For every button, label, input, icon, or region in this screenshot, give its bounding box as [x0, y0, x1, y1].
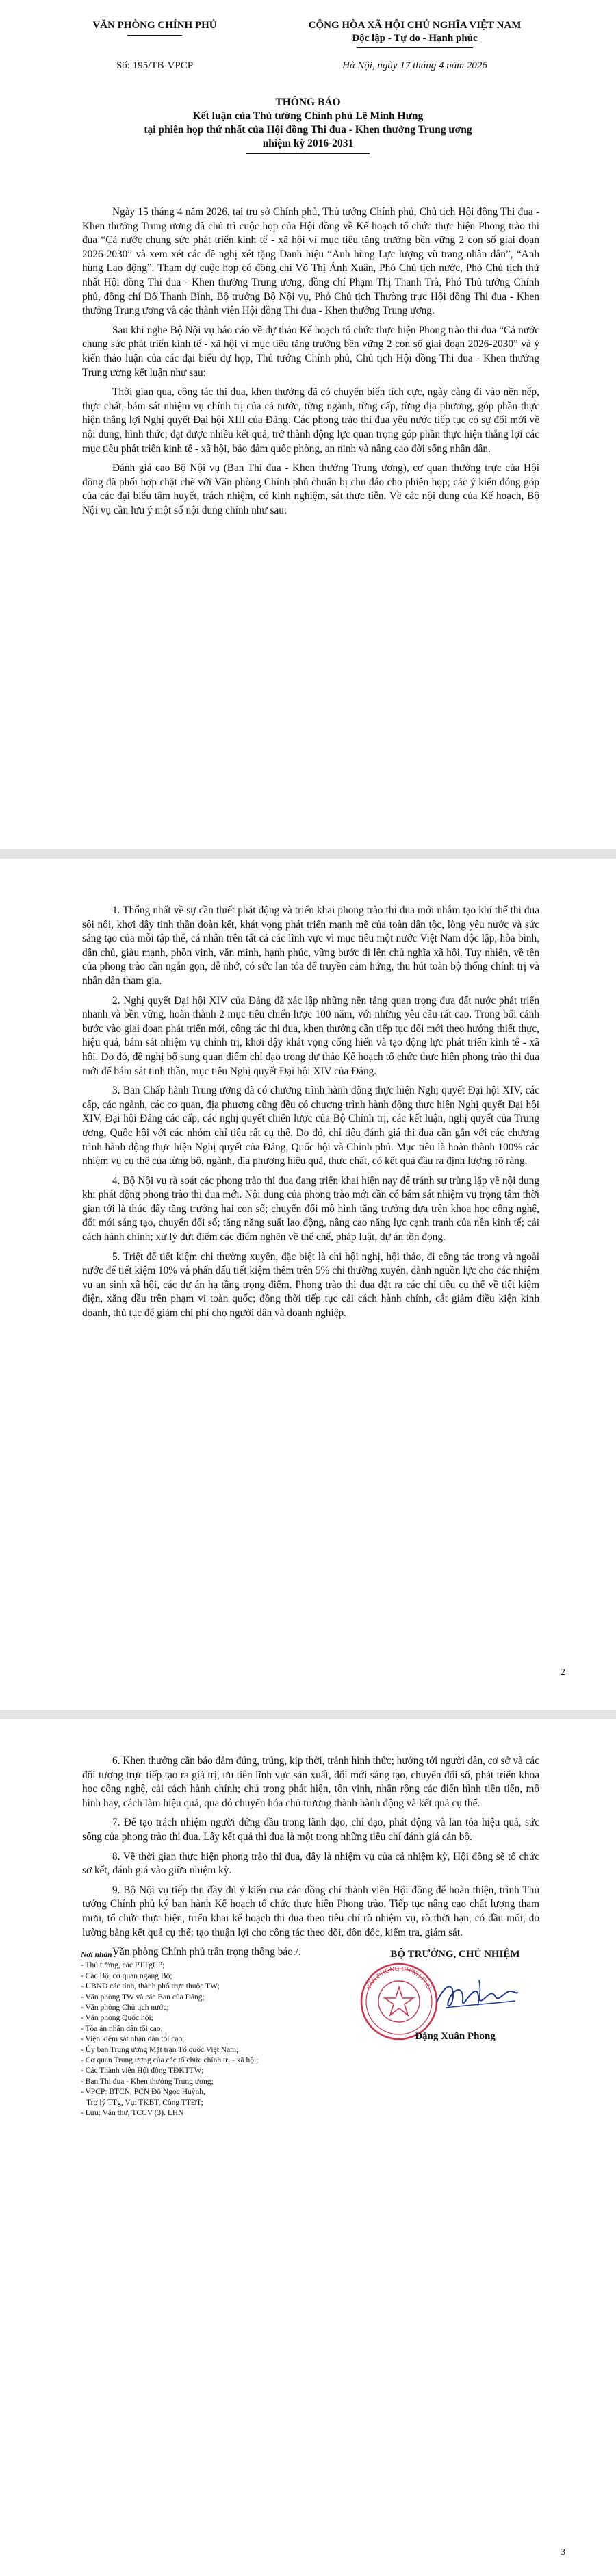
recipient-item: - VPCP: BTCN, PCN Đỗ Ngọc Huỳnh,: [81, 2088, 205, 2097]
paragraph: 8. Về thời gian thực hiện phong trào thi đua, đây là nhiệm vụ của cả nhiệm kỳ, Hội đồng sẽ tổ chức sơ kết, đánh giá vào giữa nhiệm kỳ.: [82, 1850, 539, 1877]
title-line-2: tại phiên họp thứ nhất của Hội đồng Thi đua - Khen thưởng Trung ương: [144, 124, 472, 136]
recipients-block: [81, 1950, 341, 2119]
recipient-item: - Ủy ban Trung ương Mặt trận Tổ quốc Việt Nam;: [81, 2045, 239, 2054]
recipient-item: - Các Bộ, cơ quan ngang Bộ;: [81, 1971, 172, 1980]
paragraph: 1. Thống nhất về sự cần thiết phát động và triển khai phong trào thi đua mới nhằm tạo khí thế thi đua sôi nổi, khơi dậy tinh thần đoàn kết, khát vọng phát triển mạnh mẽ của toàn dân tộc, lòng yêu nước và sức sáng tạo của mỗi tập thể, cá nhân trên tất cả các lĩnh vực vì mục tiêu một nước Việt Nam độc lập, hòa bình, dân chủ, giàu mạnh, phồn vinh, văn minh, hạnh phúc, vững bước đi lên chủ nghĩa xã hội. Tuy nhiên, về tên của phong trào cần ngắn gọn, dễ nhớ, có sức lan tỏa để truyền cảm hứng, thu hút toàn bộ thống chính trị và nhân dân tham gia.: [82, 905, 539, 987]
national-heading-block: [271, 19, 559, 48]
recipient-item: Trợ lý TTg, Vụ: TKBT, Công TTĐT;: [86, 2098, 203, 2107]
signatory-name: Đặng Xuân Phong: [415, 2031, 496, 2042]
recipient-item: - Văn phòng TW và các Ban của Đảng;: [81, 1993, 205, 2002]
document-page-3: [0, 1726, 616, 2576]
handwritten-signature-icon: [433, 1972, 522, 2020]
signatory-title: BỘ TRƯỞNG, CHỦ NHIỆM: [390, 1949, 520, 1960]
national-title: CỘNG HÒA XÃ HỘI CHỦ NGHĨA VIỆT NAM: [308, 20, 522, 31]
recipient-item: - Các Thành viên Hội đồng TĐKTTW;: [81, 2067, 204, 2075]
recipient-item: - Thủ tướng, các PTTgCP;: [81, 1961, 165, 1970]
recipient-item: - Ban Thi đua - Khen thưởng Trung ương;: [81, 2077, 214, 2086]
page-3-body: [82, 1754, 539, 1965]
recipients-list: [81, 1960, 341, 2119]
paragraph: Ngày 15 tháng 4 năm 2026, tại trụ sở Chính phủ, Thủ tướng Chính phủ, Chủ tịch Hội đồng Thi đua - Khen thưởng Trung ương đã chủ trì cuộc họp của Hội đồng về Kế hoạch tổ chức thực hiện Phong trào thi đua “Cả nước chung sức phát triển kinh tế - xã hội vì mục tiêu tăng trưởng bền vững 2 con số giai đoạn 2026-2030” và xem xét các đề nghị xét tặng Danh hiệu “Anh hùng Lực lượng vũ trang nhân dân”, “Anh hùng Lao động”. Tham dự cuộc họp có đồng chí Võ Thị Ánh Xuân, Phó Chủ tịch nước, Phó Chủ tịch thứ nhất Hội đồng Thi đua - Khen thưởng Trung ương, đồng chí Phạm Thị Thanh Trà, Phó Thủ tướng Chính phủ, đồng chí Đỗ Thanh Bình, Bộ trưởng Bộ Nội vụ, Phó Chủ tịch Thường trực Hội đồng Thi đua - Khen thưởng Trung ương và các thành viên Hội đồng Thi đua - Khen thưởng Trung ương.: [82, 206, 539, 317]
title-underline: [246, 153, 370, 154]
recipient-item: - Văn phòng Quốc hội;: [81, 2014, 153, 2023]
document-page-2: [0, 863, 616, 1702]
paragraph: Sau khi nghe Bộ Nội vụ báo cáo về dự thảo Kế hoạch tổ chức thực hiện Phong trào thi đua “Cả nước chung sức phát triển kinh tế - xã hội vì mục tiêu tăng trưởng bền vững 2 con số giai đoạn 2026-2030” và ý kiến thảo luận của các đại biểu dự họp, Thủ tướng Chính phủ, Chủ tịch Hội đồng Thi đua - Khen thưởng Trung ương kết luận như sau:: [82, 324, 539, 379]
recipient-item: - Tòa án nhân dân tối cao;: [81, 2024, 163, 2033]
page-1-body: [82, 205, 539, 523]
recipient-item: - Viện kiểm sát nhân dân tối cao;: [81, 2035, 185, 2044]
paragraph: Đánh giá cao Bộ Nội vụ (Ban Thi đua - Khen thưởng Trung ương), cơ quan thường trực của Hội đồng đã phối hợp chặt chẽ với Văn phòng Chính phủ chuẩn bị chu đáo cho phiên họp; các ý kiến đóng góp của các đại biểu tâm huyết, trách nhiệm, có kinh nghiệm, sát thực tiễn. Về các nội dung của Kế hoạch, Bộ Nội vụ cần lưu ý một số nội dung chính như sau:: [82, 462, 539, 516]
paragraph: 4. Bộ Nội vụ rà soát các phong trào thi đua đang triển khai hiện nay để tránh sự trùng lặp về nội dung khi phát động phong trào thi đua mới. Nội dung của phong trào mới cần có bám sát nhiệm vụ trọng tâm thời gian tới là thúc đẩy tăng trưởng hai con số; chuyển đổi mô hình tăng trưởng dựa trên khoa học công nghệ, đổi mới sáng tạo, chuyển đổi số; tăng năng suất lao động, nâng cao năng lực cạnh tranh của nền kinh tế; cải cách hành chính; xử lý dứt điểm các điểm nghẽn về thể chế, pháp luật, dự án tồn đọng.: [82, 1174, 539, 1243]
place-date: Hà Nội, ngày 17 tháng 4 năm 2026: [342, 60, 487, 71]
document-number: Số: 195/TB-VPCP: [116, 60, 194, 71]
paragraph: 3. Ban Chấp hành Trung ương đã có chương trình hành động thực hiện Nghị quyết Đại hội XIV, các cấp, các ngành, các cơ quan, địa phương cũng đều có chương trình hành động thực hiện Nghị quyết Đại hội XIV, Đại hội Đảng các cấp, các nghị quyết chiến lược của Bộ Chính trị, các kết luận, nghị quyết của Trung ương, Quốc hội với các nhóm chỉ tiêu rất cụ thể. Do đó, chỉ tiêu đánh giá thi đua cần gắn với các chương trình hành động thực hiện Nghị quyết của Đảng, Quốc hội và Chính phủ. Mục tiêu là hoàn thành 100% các nhiệm vụ cụ thể của từng bộ, ngành, địa phương hiệu quả, thực chất, có kết quả đầu ra định lượng rõ ràng.: [82, 1085, 539, 1167]
document-page-1: [0, 0, 616, 838]
paragraph: 6. Khen thưởng cần bảo đảm đúng, trúng, kịp thời, tránh hình thức; hướng tới người dân, cơ sở và các đối tượng trực tiếp tạo ra giá trị, ưu tiên lĩnh vực sản xuất, đổi mới sáng tạo, chuyển đổi số, phát triển khoa học công nghệ, cải cách hành chính; chú trọng phát hiện, tôn vinh, nhân rộng các điển hình tiên tiến, mô hình hay, cách làm hiệu quả, qua đó chuyển hóa chủ trương thành hành động và kết quả cụ thể.: [82, 1755, 539, 1809]
closing-statement: Văn phòng Chính phủ trân trọng thông báo./.: [112, 1946, 301, 1958]
issuing-agency-block: [64, 19, 245, 36]
agency-underline: [127, 35, 182, 36]
page-number: 2: [561, 1667, 565, 1678]
seal-inscription: VĂN PHÒNG CHÍNH PHỦ: [365, 1965, 433, 1991]
paragraph: 9. Bộ Nội vụ tiếp thu đầy đủ ý kiến của các đồng chí thành viên Hội đồng để hoàn thiện, trình Thủ tướng Chính phủ ký ban hành Kế hoạch tổ chức thực hiện Phong trào. Tiếp tục nâng cao chất lượng tham mưu, tổ chức thực hiện, triển khai kế hoạch thi đua theo tiêu chí rõ nhiệm vụ, rõ thời hạn, có đầu mối, đo lường bằng kết quả cụ thể; tạo thuận lợi cho công tác theo dõi, đôn đốc, kiểm tra, giám sát.: [82, 1884, 539, 1939]
official-seal-icon: [359, 1961, 439, 2042]
recipient-item: - UBND các tỉnh, thành phố trực thuộc TW;: [81, 1982, 220, 1991]
national-motto: Độc lập - Tự do - Hạnh phúc: [352, 33, 478, 44]
recipient-item: - Văn phòng Chủ tịch nước;: [81, 2004, 169, 2012]
document-type: THÔNG BÁO: [275, 97, 341, 108]
signature-block: [356, 1949, 554, 2093]
motto-underline: [357, 47, 473, 48]
title-line-1: Kết luận của Thủ tướng Chính phủ Lê Minh Hưng: [192, 110, 424, 122]
issuing-agency: VĂN PHÒNG CHÍNH PHỦ: [92, 20, 217, 31]
page-2-body: [82, 904, 539, 1326]
page-separator: [0, 1710, 616, 1719]
paragraph: Thời gian qua, công tác thi đua, khen thưởng đã có chuyển biến tích cực, ngày càng đi vào nền nếp, thực chất, bám sát nhiệm vụ chính trị của cả nước, từng ngành, từng cấp, từng địa phương, góp phần thực hiện thắng lợi Nghị quyết Đại hội XIII của Đảng. Các phong trào thi đua yêu nước tiếp tục có sự đổi mới về nội dung, hình thức; đạt được nhiều kết quả, trở thành động lực quan trọng góp phần thực hiện thắng lợi các mục tiêu phát triển kinh tế - xã hội, bảo đảm quốc phòng, an ninh và nâng cao đời sống nhân dân.: [82, 386, 539, 455]
page-separator: [0, 849, 616, 859]
paragraph: 5. Triệt để tiết kiệm chi thường xuyên, đặc biệt là chi hội nghị, hội thảo, đi công tác trong và ngoài nước để tiết kiệm 10% và phấn đấu tiết kiệm thêm trên 5% chi thường xuyên, dành nguồn lực cho các nhiệm vụ an sinh xã hội, các dự án hạ tầng trọng điểm. Phong trào thi đua đặt ra các chỉ tiêu cụ thể về tiết kiệm điện, xăng dầu trên phạm vi toàn quốc; đồng thời tiếp tục cải cách hành chính, cắt giảm điều kiện kinh doanh, thủ tục để giảm chi phí cho người dân và doanh nghiệp.: [82, 1250, 539, 1319]
recipient-item: - Lưu: Văn thư, TCCV (3). LHN: [81, 2109, 184, 2118]
page-number: 3: [561, 2547, 565, 2558]
recipients-label: Nơi nhận :: [81, 1951, 117, 1959]
document-title-block: [103, 96, 513, 154]
paragraph: 2. Nghị quyết Đại hội XIV của Đảng đã xác lập những nền tảng quan trọng đưa đất nước phát triển nhanh và bền vững, hoàn thành 2 mục tiêu chiến lược 100 năm, với những yêu cầu rất cao. Trong bối cảnh bước vào giai đoạn phát triển mới, công tác thi đua, khen thưởng cần tiếp tục đổi mới theo hướng thiết thực, hiệu quả, bám sát nhiệm vụ chính trị, khơi dậy khát vọng cống hiến và tạo động lực phát triển kinh tế - xã hội. Do đó, đề nghị bổ sung quan điểm chỉ đạo trong dự thảo Kế hoạch tổ chức thực hiện phong trào thi đua mới để bám sát tinh thần, mục tiêu Nghị quyết Đại hội XIV của Đảng.: [82, 994, 539, 1077]
title-line-3: nhiệm kỳ 2016-2031: [262, 138, 354, 149]
paragraph: 7. Để tạo trách nhiệm người đứng đầu trong lãnh đạo, chỉ đạo, phát động và lan tỏa hiệu quả, sức sống của phong trào thi đua. Lấy kết quả thi đua là một trong những tiêu chí đánh giá cán bộ.: [82, 1817, 539, 1843]
recipient-item: - Cơ quan Trung ương của các tổ chức chính trị - xã hội;: [81, 2056, 259, 2065]
